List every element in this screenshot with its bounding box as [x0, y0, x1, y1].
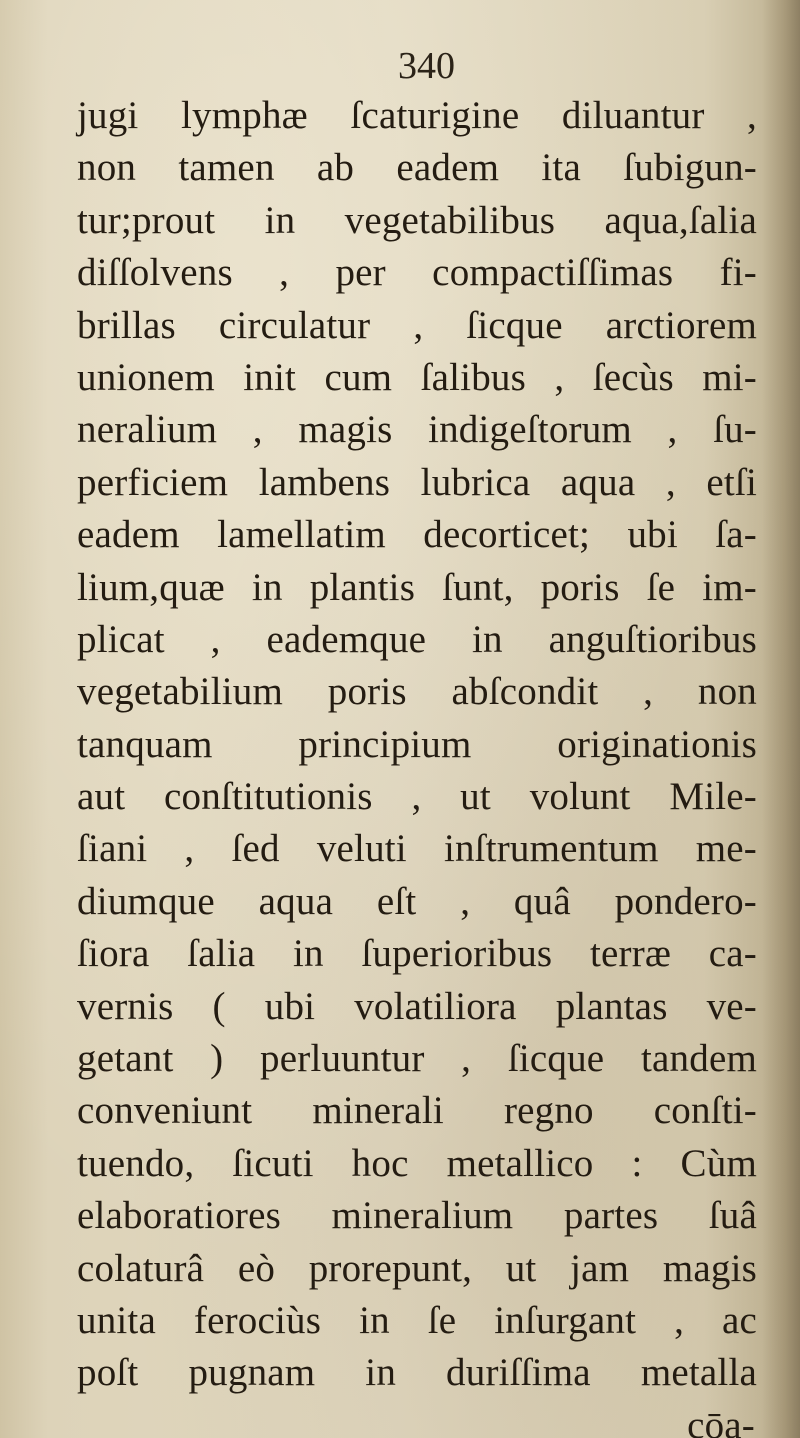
text-line: ſiani , ſed veluti inſtrumentum me-	[77, 827, 757, 871]
catchword: cōa-	[687, 1403, 755, 1438]
page-edge-shadow	[762, 0, 800, 1438]
page-number: 340	[398, 45, 455, 87]
text-line: unita ferociùs in ſe inſurgant , ac	[77, 1298, 757, 1342]
text-line: aut conſtitutionis , ut volunt Mile-	[77, 775, 757, 819]
text-line: diſſolvens , per compactiſſimas fi-	[77, 251, 757, 295]
body-text	[77, 90, 757, 1438]
text-line: poſt pugnam in duriſſima metalla	[77, 1351, 757, 1395]
text-line: eadem lamellatim decorticet; ubi ſa-	[77, 513, 757, 557]
text-line: vernis ( ubi volatiliora plantas ve-	[77, 984, 757, 1028]
text-line: plicat , eademque in anguſtioribus	[77, 617, 757, 661]
text-line: non tamen ab eadem ita ſubigun-	[77, 146, 757, 190]
text-line: conveniunt minerali regno conſti-	[77, 1089, 757, 1133]
text-line: getant ) perluuntur , ſicque tandem	[77, 1037, 757, 1081]
text-line: tuendo, ſicuti hoc metallico : Cùm	[77, 1141, 757, 1185]
text-line: brillas circulatur , ſicque arctiorem	[77, 303, 757, 347]
text-line: tur;prout in vegetabilibus aqua,ſalia	[77, 198, 757, 242]
text-line: perficiem lambens lubrica aqua , etſi	[77, 460, 757, 504]
text-line: ſiora ſalia in ſuperioribus terræ ca-	[77, 932, 757, 976]
text-line: jugi lymphæ ſcaturigine diluantur ,	[77, 94, 757, 137]
text-line: colaturâ eò prorepunt, ut jam magis	[77, 1246, 757, 1290]
text-line: unionem init cum ſalibus , ſecùs mi-	[77, 355, 757, 399]
text-line: neralium , magis indigeſtorum , ſu-	[77, 408, 757, 452]
text-line: diumque aqua eſt , quâ pondero-	[77, 879, 757, 923]
text-line: lium,quæ in plantis ſunt, poris ſe im-	[77, 565, 757, 609]
text-line: elaboratiores mineralium partes ſuâ	[77, 1194, 757, 1238]
text-line: vegetabilium poris abſcondit , non	[77, 670, 757, 714]
text-line: tanquam principium originationis	[77, 722, 757, 766]
